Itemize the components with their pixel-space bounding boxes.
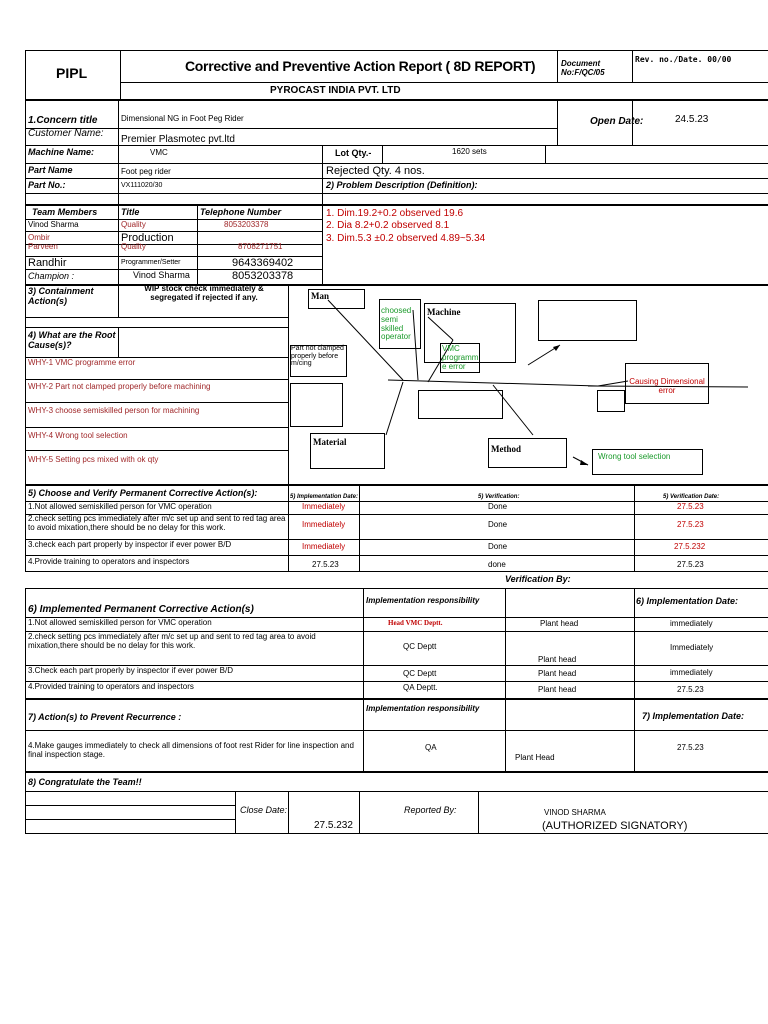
concern-title-label: 1.Concern title	[28, 115, 98, 126]
customer-label: Customer Name:	[28, 128, 104, 139]
team-phone-header: Telephone Number	[200, 207, 282, 217]
section5-verif-date: 27.5.23	[677, 520, 704, 529]
champion-phone: 8053203378	[232, 270, 294, 282]
section6-responsibility-2: Plant head	[538, 669, 577, 678]
team-member-title: Quality	[121, 242, 146, 251]
section6-resp-header: Implementation responsibility	[366, 596, 480, 605]
containment-text: WIP stock check immediately & segregated if rejected if any.	[144, 284, 264, 302]
section5-verification: Done	[488, 502, 508, 511]
section5-verification: done	[488, 560, 506, 569]
section5-label: 5) Choose and Verify Permanent Corrective Action(s):	[28, 488, 258, 498]
verified-by-label: Verification By:	[505, 574, 571, 584]
section6-impl-date: immediately	[670, 668, 713, 677]
section5-verif-header: 5) Verification:	[478, 494, 520, 500]
section7-action: 4.Make gauges immediately to check all dimensions of foot rest Rider for line inspection and final inspection stage.	[28, 741, 354, 759]
customer-value: Premier Plasmotec pvt.ltd	[121, 134, 235, 145]
team-member-phone: 8053203378	[224, 220, 269, 229]
section6-impl-date: immediately	[670, 619, 713, 628]
fishbone-empty-box	[538, 300, 637, 341]
why-item: WHY-2 Part not clamped properly before machining	[28, 382, 211, 391]
document-number: Document No:F/QC/05	[561, 59, 605, 77]
section6-responsibility-2: Plant head	[540, 619, 579, 628]
section7-resp-header: Implementation responsibility	[366, 704, 480, 713]
team-member-title: Quality	[121, 220, 146, 229]
section6-responsibility: QA Deptt.	[403, 683, 438, 692]
team-member-name: Parveen	[28, 242, 58, 251]
team-member-name: Randhir	[28, 257, 67, 269]
section6-action: 3.Check each part properly by inspector if ever power B/D	[28, 666, 233, 675]
close-date-label: Close Date:	[240, 805, 288, 815]
authorized-signatory: (AUTHORIZED SIGNATORY)	[542, 820, 688, 832]
section5-impl-date: Immediately	[302, 542, 346, 551]
why-item: WHY-5 Setting pcs mixed with ok qty	[28, 455, 159, 464]
team-member-phone: 9643369402	[232, 257, 294, 269]
section5-action: 4.Provide training to operators and inspectors	[28, 557, 190, 566]
team-members-header: Team Members	[32, 207, 98, 217]
section6-action: 1.Not allowed semiskilled person for VMC operation	[28, 618, 212, 627]
section7-label: 7) Action(s) to Prevent Recurrence :	[28, 712, 182, 722]
section5-action: 3.check each part properly by inspector if ever power B/D	[28, 540, 232, 549]
concern-title-value: Dimensional NG in Foot Peg Rider	[121, 114, 244, 123]
lot-label: Lot Qty.-	[335, 148, 372, 158]
section8-label: 8) Congratulate the Team!!	[28, 777, 142, 787]
fishbone-empty-box	[418, 390, 503, 419]
open-date-label: Open Date:	[590, 116, 644, 127]
section5-verif-date: 27.5.23	[677, 502, 704, 511]
why-item: WHY-3 choose semiskilled person for machining	[28, 406, 200, 415]
section6-label: 6) Implemented Permanent Corrective Action(s)	[28, 604, 254, 615]
section5-action: 1.Not allowed semiskilled person for VMC operation	[28, 502, 212, 511]
part-name-label: Part Name	[28, 165, 73, 175]
fishbone-clamp-note: Part not clamped properly before m/cing	[291, 345, 344, 368]
section5-verif-date: 27.5.232	[674, 542, 706, 551]
section5-impl-header: 5) Implementation Date:	[290, 494, 359, 500]
problem-item: 2. Dia 8.2+0.2 observed 8.1	[326, 220, 450, 231]
containment-label: 3) Containment Action(s)	[28, 286, 94, 306]
fishbone-empty-box	[290, 383, 343, 427]
fishbone-effect-note: Causing Dimensional error	[629, 377, 705, 395]
section7-date-header: 7) Implementation Date:	[642, 711, 745, 721]
company-short: PIPL	[56, 65, 88, 81]
team-member-name: Vinod Sharma	[28, 220, 79, 229]
section6-responsibility: Head VMC Deptt.	[388, 619, 443, 627]
rejected-qty: Rejected Qty. 4 nos.	[326, 165, 425, 177]
section5-action: 2.check setting pcs immediately after m/c set up and sent to red tag area to avoid mixation,there should be no delay for this work.	[28, 514, 286, 532]
revision-number: Rev. no./Date. 00/00	[635, 55, 732, 64]
fishbone-man-label: Man	[311, 291, 329, 301]
fishbone-material-label: Material	[313, 437, 347, 447]
team-member-phone: 8708271751	[238, 242, 283, 251]
section5-verification: Done	[488, 542, 508, 551]
section6-impl-date: Immediately	[670, 643, 714, 652]
section6-responsibility-2: Plant head	[538, 655, 577, 664]
section6-action: 4.Provided training to operators and inspectors	[28, 682, 194, 691]
fishbone-machine-label: Machine	[427, 307, 461, 317]
root-cause-label: 4) What are the Root Cause(s)?	[28, 330, 116, 350]
section6-responsibility: QC Deptt	[403, 669, 437, 678]
section5-impl-date: Immediately	[302, 502, 346, 511]
fishbone-vmc-note: VMC programm e error	[442, 344, 479, 371]
team-member-name: Ombir	[28, 233, 50, 242]
machine-label: Machine Name:	[28, 147, 95, 157]
reporter-name: VINOD SHARMA	[544, 808, 606, 817]
champion-name: Vinod Sharma	[133, 270, 190, 280]
open-date-value: 24.5.23	[675, 114, 709, 125]
champion-label: Champion :	[28, 271, 75, 281]
section6-impl-date: 27.5.23	[677, 685, 704, 694]
section5-impl-date: Immediately	[302, 520, 346, 529]
team-title-header: Title	[121, 207, 140, 217]
why-item: WHY-1 VMC programme error	[28, 358, 136, 367]
section6-action: 2.check setting pcs immediately after m/c set up and sent to red tag area to avoid mixation,there should be no delay for this work.	[28, 632, 316, 650]
part-no-label: Part No.:	[28, 180, 66, 190]
section5-verification: Done	[488, 520, 508, 529]
section7-impl-date: 27.5.23	[677, 743, 704, 752]
company-name: PYROCAST INDIA PVT. LTD	[270, 85, 401, 96]
section7-responsibility: QA	[425, 743, 437, 752]
section6-responsibility: QC Deptt	[403, 642, 437, 651]
team-member-title: Production	[121, 232, 174, 244]
reported-by-label: Reported By:	[404, 805, 457, 815]
section5-verif-date: 27.5.23	[677, 560, 704, 569]
fishbone-method-label: Method	[491, 444, 521, 454]
section7-responsibility-2: Plant Head	[515, 753, 555, 762]
report-title: Corrective and Preventive Action Report ( 8D REPORT)	[185, 58, 536, 74]
section6-date-header: 6) Implementation Date:	[636, 596, 739, 606]
close-date-value: 27.5.232	[314, 820, 353, 831]
part-no-value: VX111020/30	[121, 182, 163, 189]
fishbone-chosen-note: choosed semi skilled operator	[381, 306, 412, 342]
section5-vdate-header: 5) Verification Date:	[663, 494, 720, 500]
fishbone-empty-box	[597, 390, 625, 412]
section5-impl-date: 27.5.23	[312, 560, 339, 569]
part-name-value: Foot peg rider	[121, 167, 171, 176]
problem-item: 1. Dim.19.2+0.2 observed 19.6	[326, 208, 464, 219]
lot-value: 1620 sets	[452, 147, 487, 156]
section6-responsibility-2: Plant head	[538, 685, 577, 694]
problem-description-label: 2) Problem Description (Definition):	[326, 180, 478, 190]
team-member-title: Programmer/Setter	[121, 259, 181, 266]
fishbone-tool-note: Wrong tool selection	[598, 452, 671, 461]
problem-item: 3. Dim.5.3 ±0.2 observed 4.89~5.34	[326, 233, 486, 244]
why-item: WHY-4 Wrong tool selection	[28, 431, 128, 440]
machine-value: VMC	[150, 148, 168, 157]
